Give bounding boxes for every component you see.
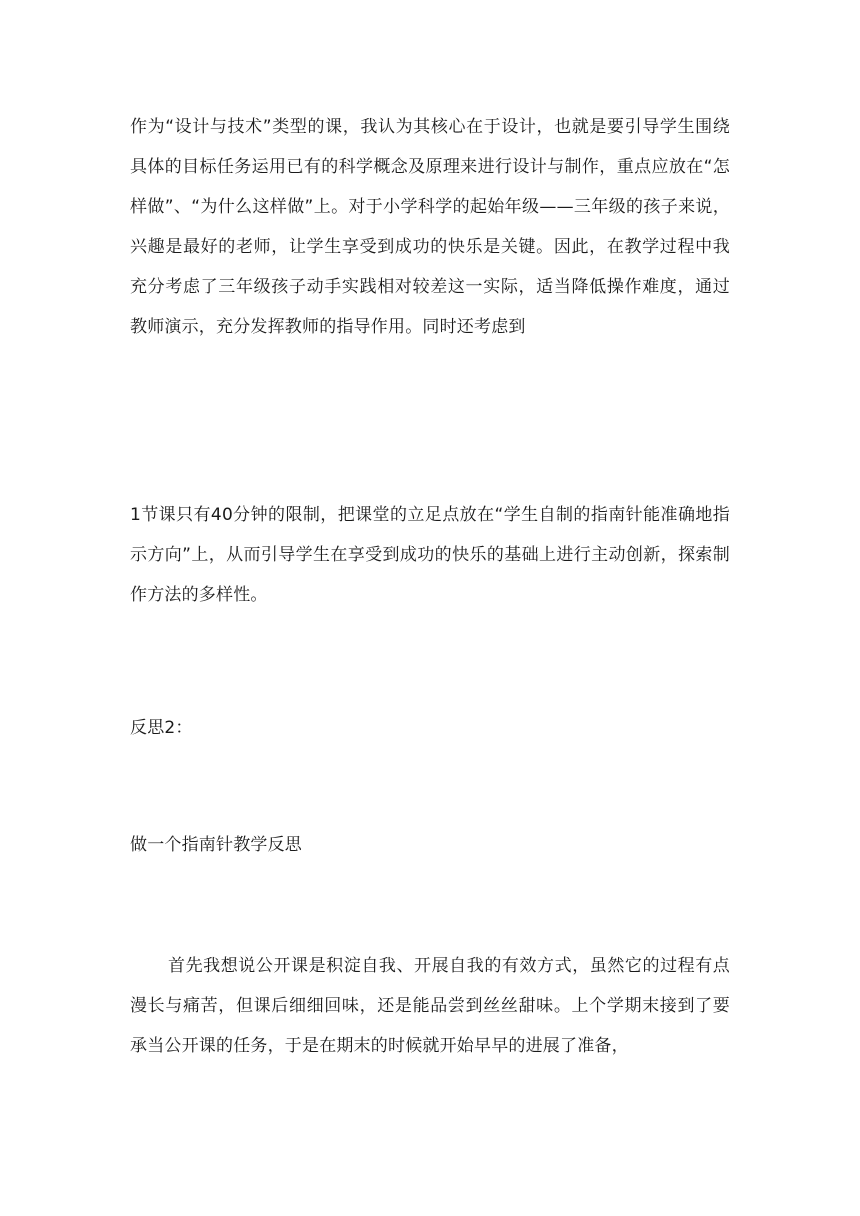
body-paragraph: 作为“设计与技术”类型的课，我认为其核心在于设计，也就是要引导学生围绕具体的目标任务运用已有的科学概念及原理来进行设计与制作，重点应放在“怎样做”、“为什么这样做”上。对于小学科学的起始年级——三年级的孩子来说，兴趣是最好的老师，让学生享受到成功的快乐是关键。因此，在教学过程中我充分考虑了三年级孩子动手实践相对较差这一实际，适当降低操作难度，通过教师演示，充分发挥教师的指导作用。同时还考虑到 bbox=[130, 117, 730, 337]
section-heading: 反思2： bbox=[130, 718, 193, 738]
body-paragraph: 首先我想说公开课是积淀自我、开展自我的有效方式，虽然它的过程有点漫长与痛苦，但课后细细回味，还是能品尝到丝丝甜味。上个学期末接到了要承当公开课的任务，于是在期末的时候就开始早早的进展了准备， bbox=[130, 956, 730, 1056]
body-paragraph: 1节课只有40分钟的限制，把课堂的立足点放在“学生自制的指南针能准确地指示方向”上，从而引导学生在享受到成功的快乐的基础上进行主动创新，探索制作方法的多样性。 bbox=[130, 505, 730, 605]
document-title: 做一个指南针教学反思 bbox=[130, 835, 302, 855]
